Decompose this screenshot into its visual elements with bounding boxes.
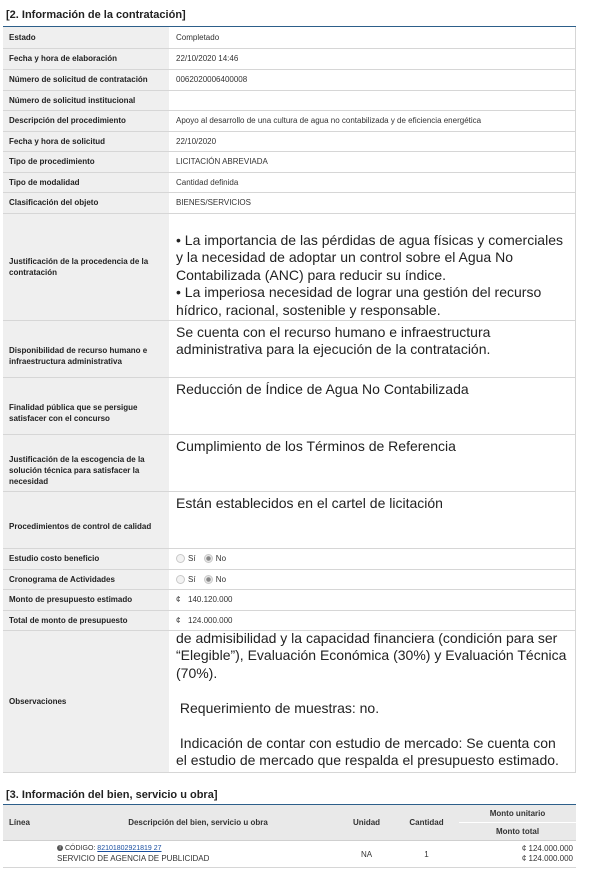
item-code-label: CÓDIGO: — [65, 845, 96, 852]
costo-beneficio-si-radio[interactable] — [176, 554, 185, 563]
col-linea: Línea — [3, 805, 57, 841]
item-linea — [3, 841, 57, 868]
num-solicitud-value: 0062020006400008 — [170, 69, 576, 90]
fecha-elaboracion-value: 22/10/2020 14:46 — [170, 48, 576, 69]
disponibilidad-value — [170, 320, 576, 377]
row-costo-beneficio — [3, 548, 576, 569]
observaciones-text — [176, 631, 571, 770]
row-escogencia — [3, 434, 576, 491]
col-monto — [459, 805, 576, 841]
observaciones-value[interactable] — [170, 630, 576, 772]
control-calidad-value: Están establecidos en el cartel de licitación — [170, 491, 576, 548]
observaciones-line: Requerimiento de muestras: no. — [176, 699, 380, 716]
row-justificacion — [3, 213, 576, 320]
cronograma-label: Cronograma de Actividades — [3, 569, 170, 589]
fecha-solicitud-value: 22/10/2020 — [170, 131, 576, 151]
disponibilidad-label: Disponibilidad de recurso humano e infraestructura administrativa — [3, 320, 170, 377]
item-name: SERVICIO DE AGENCIA DE PUBLICIDAD — [57, 854, 210, 863]
tipo-procedimiento-label: Tipo de procedimiento — [3, 151, 170, 172]
escogencia-label: Justificación de la escogencia de la solución técnica para satisfacer la necesidad — [3, 434, 170, 491]
row-control-calidad — [3, 491, 576, 548]
costo-beneficio-no-label: No — [215, 554, 227, 564]
currency-symbol: ¢ — [521, 854, 527, 863]
cronograma-si-label: Sí — [188, 574, 196, 584]
col-monto-total: Monto total — [495, 827, 540, 836]
monto-estimado-amount: 140.120.000 — [188, 595, 233, 604]
justificacion-label: Justificación de la procedencia de la contratación — [3, 213, 170, 320]
costo-beneficio-value — [170, 548, 576, 569]
item-descripcion — [57, 841, 339, 868]
control-calidad-label: Procedimientos de control de calidad — [3, 491, 170, 548]
items-header-row — [3, 805, 576, 841]
justificacion-line: • La imperiosa necesidad de lograr una gestión del recurso — [176, 284, 542, 300]
col-unidad: Unidad — [339, 805, 394, 841]
cronograma-no-label: No — [215, 574, 227, 584]
fecha-solicitud-label: Fecha y hora de solicitud — [3, 131, 170, 151]
observaciones-line: “Elegible”), Evaluación Económica (30%) y Evaluación Técnica — [176, 647, 567, 663]
item-monto-unitario-amount: 124.000.000 — [528, 844, 573, 853]
observaciones-scroll-area[interactable] — [176, 631, 575, 771]
estado-value: Completado — [170, 27, 576, 48]
currency-symbol: ¢ — [521, 844, 527, 853]
row-monto-total — [3, 610, 576, 630]
cronograma-si-radio[interactable] — [176, 575, 185, 584]
item-monto-total — [459, 854, 573, 864]
row-tipo-procedimiento — [3, 151, 576, 172]
num-solicitud-label: Número de solicitud de contratación — [3, 69, 170, 90]
item-montos — [459, 841, 576, 868]
clasificacion-label: Clasificación del objeto — [3, 192, 170, 213]
monto-estimado-value — [170, 589, 576, 610]
currency-symbol: ¢ — [176, 615, 181, 625]
tipo-procedimiento-value: LICITACIÓN ABREVIADA — [170, 151, 576, 172]
row-observaciones — [3, 630, 576, 772]
observaciones-line: el estudio de mercado que respalda el presupuesto estimado. — [176, 752, 559, 768]
info-icon: i — [57, 845, 63, 851]
descripcion-value: Apoyo al desarrollo de una cultura de agua no contabilizada y de eficiencia energética — [170, 110, 576, 131]
justificacion-line: • La importancia de las pérdidas de agua físicas y comerciales — [176, 231, 563, 248]
monto-total-label: Total de monto de presupuesto — [3, 610, 170, 630]
observaciones-label: Observaciones — [3, 630, 170, 772]
row-clasificacion — [3, 192, 576, 213]
row-num-institucional — [3, 90, 576, 110]
costo-beneficio-label: Estudio costo beneficio — [3, 548, 170, 569]
item-unidad: NA — [339, 841, 394, 868]
observaciones-line: Indicación de contar con estudio de mercado: Se cuenta con — [176, 734, 556, 751]
justificacion-line: hídrico, racional, sostenible y responsable. — [176, 301, 441, 318]
items-table — [3, 805, 576, 868]
descripcion-label: Descripción del procedimiento — [3, 110, 170, 131]
num-institucional-label: Número de solicitud institucional — [3, 90, 170, 110]
row-estado — [3, 27, 576, 48]
observaciones-line — [176, 717, 571, 735]
item-monto-unitario — [459, 844, 573, 854]
finalidad-value: Reducción de Índice de Agua No Contabilizada — [170, 377, 576, 434]
table-row — [3, 841, 576, 868]
observaciones-line: (70%). — [176, 664, 218, 681]
section-3-title: [3. Información del bien, servicio u obra] — [6, 789, 218, 801]
contract-info-table — [3, 27, 576, 773]
currency-symbol: ¢ — [176, 595, 181, 604]
item-code-line — [57, 844, 339, 854]
item-code-link[interactable]: 82101802921819 27 — [97, 845, 162, 852]
escogencia-value: Cumplimiento de los Términos de Referencia — [170, 434, 576, 491]
monto-total-value — [170, 610, 576, 630]
tipo-modalidad-label: Tipo de modalidad — [3, 172, 170, 192]
tipo-modalidad-value: Cantidad definida — [170, 172, 576, 192]
num-institucional-value — [170, 90, 576, 110]
row-descripcion — [3, 110, 576, 131]
justificacion-line: Contabilizada (ANC) para reducir su índice. — [176, 266, 447, 283]
disponibilidad-line: administrativa para la ejecución de la contratación. — [176, 341, 491, 357]
row-disponibilidad — [3, 320, 576, 377]
justificacion-line: y la necesidad de adoptar un control sobre el Agua No — [176, 249, 514, 265]
monto-total-amount: 124.000.000 — [188, 615, 233, 625]
row-fecha-elaboracion — [3, 48, 576, 69]
cronograma-no-radio[interactable] — [204, 575, 213, 584]
section-2-title: [2. Información de la contratación] — [6, 9, 186, 21]
cronograma-value — [170, 569, 576, 589]
item-monto-total-amount: 124.000.000 — [528, 854, 573, 863]
clasificacion-value: BIENES/SERVICIOS — [170, 192, 576, 213]
row-tipo-modalidad — [3, 172, 576, 192]
row-cronograma — [3, 569, 576, 589]
row-finalidad — [3, 377, 576, 434]
costo-beneficio-si-label: Sí — [188, 554, 196, 564]
disponibilidad-line: Se cuenta con el recurso humano e infraestructura — [176, 323, 491, 340]
observaciones-line — [176, 682, 571, 700]
observaciones-line: de admisibilidad y la capacidad financiera (condición para ser — [176, 630, 558, 646]
finalidad-label: Finalidad pública que se persigue satisfacer con el concurso — [3, 377, 170, 434]
row-fecha-solicitud — [3, 131, 576, 151]
row-num-solicitud — [3, 69, 576, 90]
col-monto-unitario: Monto unitario — [459, 805, 576, 823]
col-descripcion: Descripción del bien, servicio u obra — [57, 805, 339, 841]
monto-estimado-label: Monto de presupuesto estimado — [3, 589, 170, 610]
item-cantidad: 1 — [394, 841, 459, 868]
row-monto-estimado — [3, 589, 576, 610]
justificacion-value — [170, 213, 576, 320]
estado-label: Estado — [3, 27, 170, 48]
fecha-elaboracion-label: Fecha y hora de elaboración — [3, 48, 170, 69]
costo-beneficio-no-radio[interactable] — [204, 554, 213, 563]
col-cantidad: Cantidad — [394, 805, 459, 841]
